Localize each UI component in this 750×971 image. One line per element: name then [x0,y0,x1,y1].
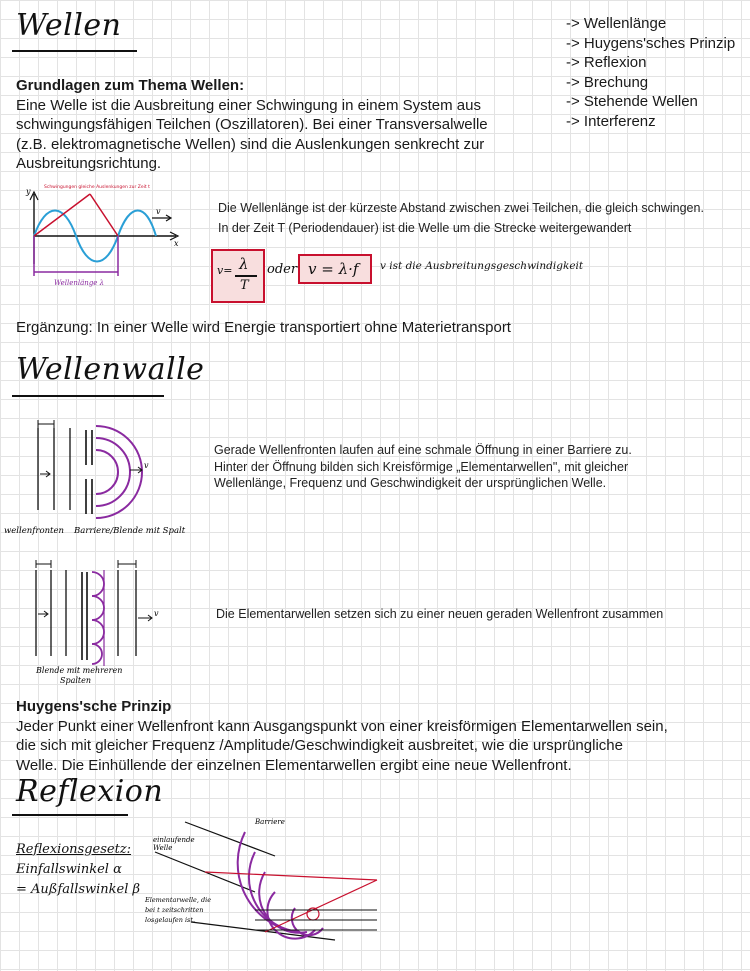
formula-oder: oder [267,262,298,277]
huygens-prinzip-section [16,697,746,775]
huygens-diagram-single-slit [4,418,204,538]
grundlagen-line: Ausbreitungsrichtung. [16,155,162,172]
label-einlaufende: einlaufende [153,836,195,844]
label-wavefronts: wellenfronten [4,526,64,536]
red-line [90,194,118,236]
elementary-wave [96,438,130,506]
elementary-wave [92,620,104,644]
reflexion-law-line: = Außfallswinkel β [16,882,141,897]
huygens-text-2: Die Elementarwellen setzen sich zu einer neuen geraden Wellenfront zusammen [216,607,664,621]
ergaenzung-text: Ergänzung: In einer Welle wird Energie transportiert ohne Materietransport [16,319,511,336]
toc-item[interactable]: -> Reflexion [566,54,647,71]
reflexion-law-title: Reflexionsgesetz: [16,842,132,857]
formula-box-fraction [211,249,265,303]
elementary-wave [92,572,104,596]
wavelength-text [218,200,748,236]
toc-item[interactable]: -> Huygens'sches Prinzip [566,34,736,52]
incident-ray [185,822,275,856]
red-line [34,194,90,236]
heading-wellenwalle: Wellenwalle [16,352,205,387]
huygens-prinzip-line: Jeder Punkt einer Wellenfront kann Ausgangspunkt von einer kreisförmigen Elementarwellen sein, [16,717,668,735]
reflected-ray [265,880,377,932]
wavelength-line: In der Zeit T (Periodendauer) ist die Welle um die Strecke weitergewandert [218,221,632,235]
formula-lambda: λ [239,255,249,273]
label-barriere: Barriere [255,818,285,826]
huygens-text-line: Wellenlänge, Frequenz und Geschwindigkeit der ursprünglichen Welle. [214,476,607,490]
y-label: y [26,187,31,196]
v-label: v [144,461,149,470]
wave-diagram [20,182,190,292]
elementary-wave [92,596,104,620]
label-einlaufende: Welle [153,844,173,852]
elementary-wave [92,644,102,664]
grundlagen-heading: Grundlagen zum Thema Wellen: [16,77,245,94]
toc-item[interactable]: -> Wellenlänge [566,15,667,32]
heading-underline [12,814,128,816]
grundlagen-section [16,76,556,174]
heading-underline [12,395,164,397]
grundlagen-line: Eine Welle ist die Ausbreitung einer Schwingung in einem System aus [16,96,481,114]
huygens-prinzip-line: die sich mit gleicher Frequenz /Amplitude/Geschwindigkeit ausbreitet, wie die ursprüngliche [16,737,623,754]
heading-wellen: Wellen [16,8,122,43]
reflexion-law-line: Einfallswinkel α [16,862,122,877]
v-label: v [154,609,159,618]
formula-vlf: v = λ·f [308,260,359,278]
reflexion-law [16,840,140,900]
label-multi-slit: Blende mit mehreren [36,666,123,675]
toc-item[interactable]: -> Interferenz [566,112,656,130]
huygens-text-line: Hinter der Öffnung bilden sich Kreisförmige „Elementarwellen", mit gleicher [214,459,629,474]
fraction-bar [235,275,257,277]
formula-v-eq: v= [217,264,233,277]
wave-top-label: Schwingungen gleiche Auslenkungen zur Zeit t [44,185,150,190]
label-elementarwelle: bei t zeitschritten [145,906,204,914]
huygens-diagram-multi-slit [26,556,206,686]
heading-underline [12,50,137,52]
huygens-text-1 [214,442,734,492]
formula-T: T [240,278,249,293]
label-multi-slit: Spalten [60,676,92,685]
formula-box-product [298,254,372,284]
wavelength-label: Wellenlänge λ [54,279,105,287]
label-elementarwelle: Elementarwelle, die [145,896,212,904]
huygens-prinzip-heading: Huygens'sche Prinzip [16,698,172,715]
huygens-prinzip-line: Welle. Die Einhüllende der einzelnen Elementarwellen ergibt eine neue Wellenfront. [16,756,572,774]
reflected-ray [205,872,377,880]
reflexion-diagram [145,812,385,962]
x-label: x [174,239,179,248]
toc-item[interactable]: -> Brechung [566,73,649,91]
grundlagen-line: (z.B. elektromagnetische Wellen) sind die Auslenkungen senkrecht zur [16,135,485,153]
grundlagen-line: schwingungsfähigen Teilchen (Oszillatoren). Bei einer Transversalwelle [16,116,488,133]
huygens-text-line: Gerade Wellenfronten laufen auf eine schmale Öffnung in einer Barriere zu. [214,443,632,457]
formula-note: v ist die Ausbreitungsgeschwindigkeit [380,260,584,272]
toc-item[interactable]: -> Stehende Wellen [566,93,698,110]
v-label: v [156,207,161,216]
wavelength-line: Die Wellenlänge ist der kürzeste Abstand zwischen zwei Teilchen, die gleich schwingen. [218,201,704,215]
label-elementarwelle: losgelaufen ist. [145,916,196,924]
label-barrier: Barriere/Blende mit Spalt [74,526,186,536]
elementary-wave [96,450,118,494]
heading-reflexion: Reflexion [16,774,164,809]
table-of-contents [566,14,735,131]
